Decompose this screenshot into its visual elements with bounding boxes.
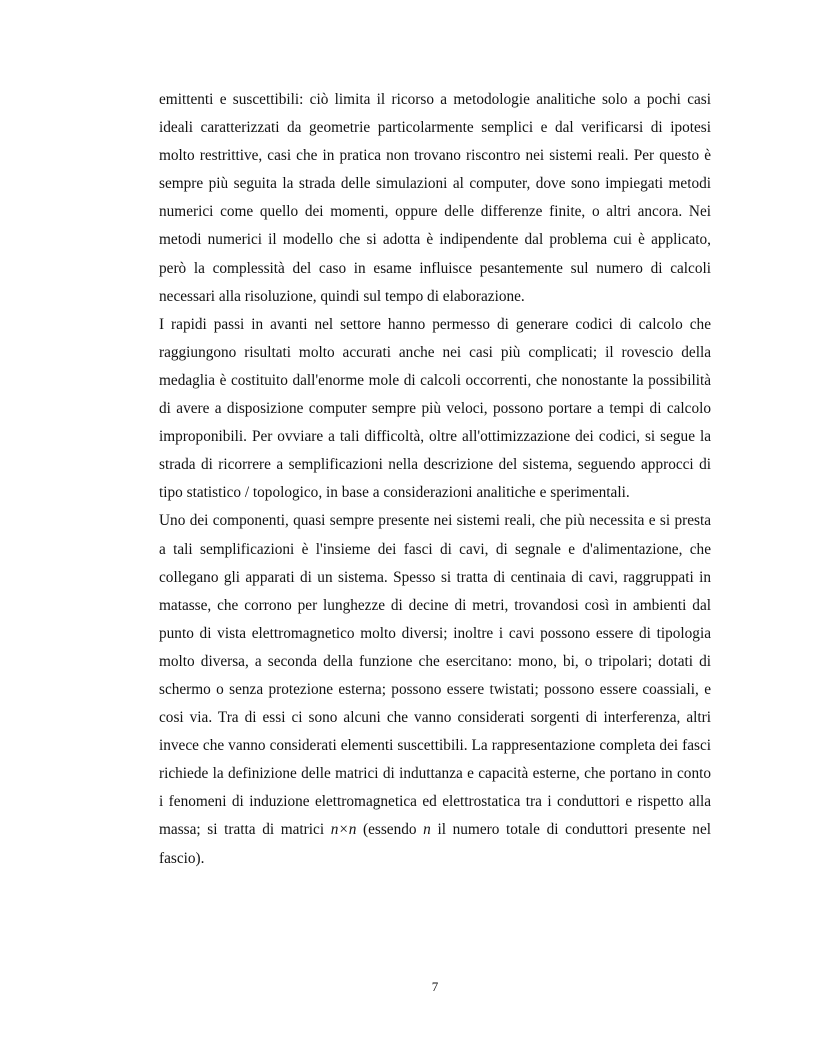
paragraph-3-text-a: Uno dei componenti, quasi sempre presente nei sistemi reali, che più necessita e si presta a tali semplificazioni è l'insieme dei fasci di cavi, di segnale e d'alimentazione, che collegano gli apparati di un sistema. Spesso si tratta di centinaia di cavi, raggruppati in matasse, che corrono per lunghezze di decine di metri, trovandosi così in ambienti dal punto di vista elettromagnetico molto diversi; inoltre i cavi possono essere di tipologia molto diversa, a seconda della funzione che esercitano: mono, bi, o tripolari; dotati di schermo o senza protezione esterna; possono essere twistati; possono essere coassiali, e cosi via. Tra di essi ci sono alcuni che vanno considerati sorgenti di interferenza, altri invece che vanno considerati elementi suscettibili. La rappresentazione completa dei fasci richiede la definizione delle matrici di induttanza e capacità esterne, che portano in conto i fenomeni di induzione elettromagnetica ed elettrostatica tra i conduttori e rispetto alla massa; si tratta di matrici [159, 512, 711, 839]
matrix-dimension: n×n [330, 821, 357, 839]
page-body [159, 86, 711, 873]
paragraph-3-text-c: il numero totale di conduttori presente nel fascio). [159, 821, 711, 867]
paragraph-3-text-b: (essendo [356, 821, 424, 839]
variable-n: n [423, 821, 431, 839]
paragraph-2: I rapidi passi in avanti nel settore hanno permesso di generare codici di calcolo che raggiungono risultati molto accurati anche nei casi più complicati; il rovescio della medaglia è costituito dall'enorme mole di calcoli occorrenti, che nonostante la possibilità di avere a disposizione computer sempre più veloci, possono portare a tempi di calcolo improponibili. Per ovviare a tali difficoltà, oltre all'ottimizzazione dei codici, si segue la strada di ricorrere a semplificazioni nella descrizione del sistema, seguendo approcci di tipo statistico / topologico, in base a considerazioni analitiche e sperimentali. [159, 315, 711, 502]
paragraph-3 [159, 507, 711, 872]
page-number: 7 [431, 979, 439, 994]
paragraph-1: emittenti e suscettibili: ciò limita il ricorso a metodologie analitiche solo a pochi casi ideali caratterizzati da geometrie particolarmente semplici e dal verificarsi di ipotesi molto restrittive, casi che in pratica non trovano riscontro nei sistemi reali. Per questo è sempre più seguita la strada delle simulazioni al computer, dove sono impiegati metodi numerici come quello dei momenti, oppure delle differenze finite, o altri ancora. Nei metodi numerici il modello che si adotta è indipendente dal problema cui è applicato, però la complessità del caso in esame influisce pesantemente sul numero di calcoli necessari alla risoluzione, quindi sul tempo di elaborazione. [159, 91, 711, 305]
